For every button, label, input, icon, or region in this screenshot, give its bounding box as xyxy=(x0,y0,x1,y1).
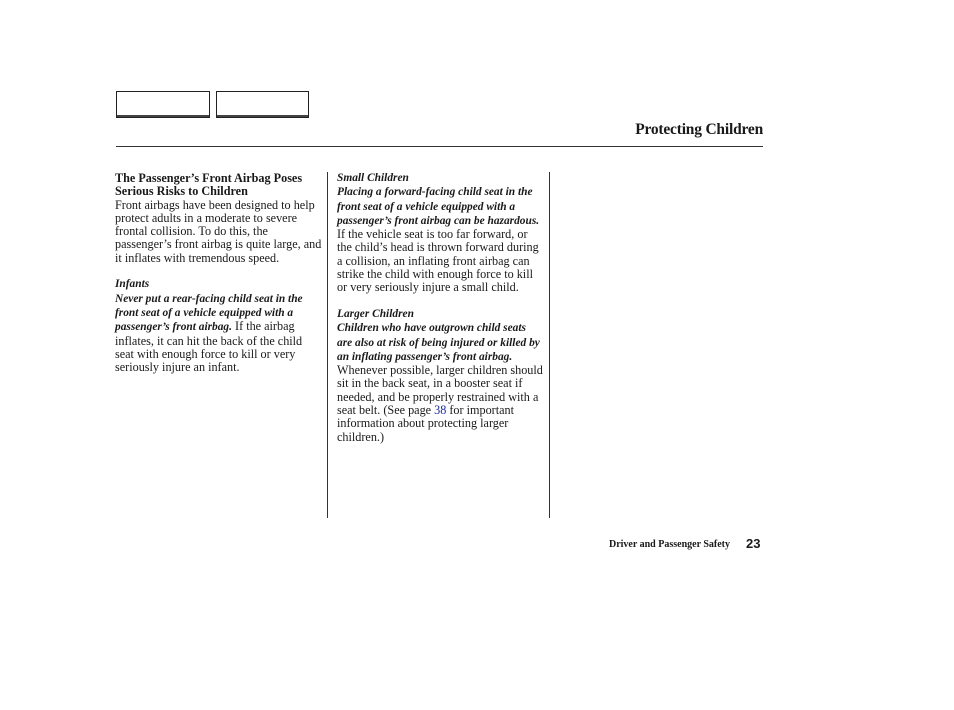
column-divider-1 xyxy=(327,172,328,518)
larger-children-heading: Larger Children xyxy=(337,307,414,320)
intro-paragraph: Front airbags have been designed to help protect adults in a moderate to severe frontal collision. To do this, the passenger’s front airbag is quite large, and it inflates with tremendous speed. xyxy=(115,197,322,265)
larger-children-text-end: for important information about protecting larger children.) xyxy=(337,403,515,444)
infants-text: If the airbag inflates, it can hit the back of the child seat with enough force to kill or very seriously injure an infant. xyxy=(115,319,303,375)
larger-children-warning: Children who have outgrown child seats are also at risk of being injured or killed by an inflating passenger’s front airbag. xyxy=(337,322,540,363)
larger-children-text: Whenever possible, larger children should sit in the back seat, in a booster seat if needed, and be properly restrained with a seat belt. (See page xyxy=(337,363,543,418)
small-children-text: If the vehicle seat is too far forward, or the child’s head is thrown forward during a collision, an inflating front airbag can strike the child with enough force to kill or very seriously injure a small child. xyxy=(337,227,539,295)
larger-children-paragraph xyxy=(337,321,543,444)
infants-warning: Never put a rear-facing child seat in the front seat of a vehicle equipped with a passenger’s front airbag. xyxy=(115,292,303,334)
page-title: Protecting Children xyxy=(635,121,763,138)
page-number: 23 xyxy=(746,536,761,551)
section-heading: The Passenger’s Front Airbag Poses Serious Risks to Children xyxy=(115,171,303,199)
footer-section-label: Driver and Passenger Safety xyxy=(608,539,730,550)
header-divider xyxy=(116,146,763,147)
text-column-2 xyxy=(337,172,543,457)
next-page-button[interactable] xyxy=(216,91,309,118)
small-children-warning: Placing a forward-facing child seat in the front seat of a vehicle equipped with a passenger’s front airbag can be hazardous. xyxy=(337,186,540,227)
infants-paragraph xyxy=(115,292,323,375)
small-children-heading: Small Children xyxy=(337,172,409,184)
text-column-1 xyxy=(115,172,323,388)
small-children-paragraph xyxy=(337,185,543,294)
previous-page-button[interactable] xyxy=(116,91,210,118)
infants-heading: Infants xyxy=(115,278,150,291)
page-38-link[interactable]: 38 xyxy=(434,403,447,418)
column-divider-2 xyxy=(549,172,550,518)
